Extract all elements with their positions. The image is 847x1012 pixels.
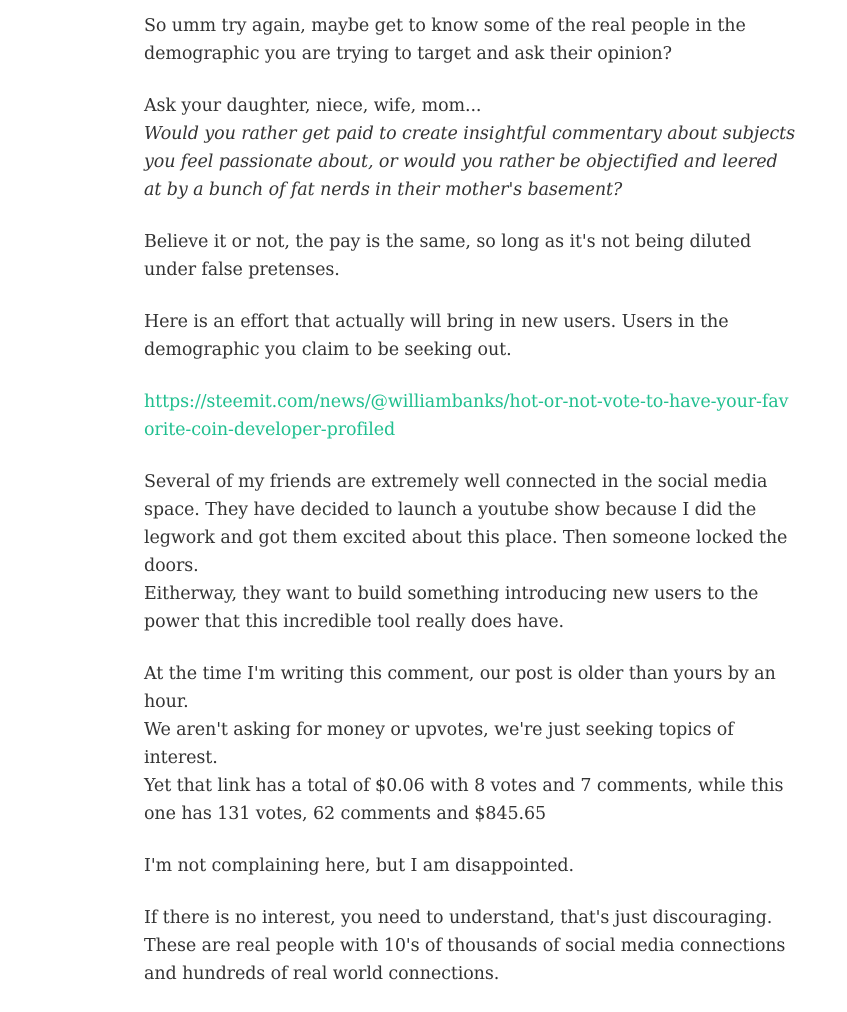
paragraph-2-line-1: Ask your daughter, niece, wife, mom... (144, 96, 482, 116)
comment-body (144, 12, 796, 1012)
paragraph-2 (144, 92, 796, 204)
steemit-post-link[interactable]: https://steemit.com/news/@williambanks/hot-or-not-vote-to-have-your-favorite-coin-developer-profiled (144, 392, 789, 440)
paragraph-3: Believe it or not, the pay is the same, so long as it's not being diluted under false pretenses. (144, 232, 752, 280)
link-paragraph (144, 388, 796, 444)
paragraph-8-line-2: These are real people with 10's of thousands of social media connections and hundreds of real world connections. (144, 936, 786, 984)
paragraph-5-line-2: Eitherway, they want to build something introducing new users to the power that this incredible tool really does have. (144, 584, 759, 632)
paragraph-7: I'm not complaining here, but I am disappointed. (144, 856, 574, 876)
paragraph-8 (144, 904, 796, 988)
paragraph-6 (144, 660, 796, 828)
paragraph-2-quote: Would you rather get paid to create insightful commentary about subjects you feel passionate about, or would you rather be objectified and leered at by a bunch of fat nerds in their mother's basement? (144, 124, 795, 200)
paragraph-1: So umm try again, maybe get to know some of the real people in the demographic you are trying to target and ask their opinion? (144, 16, 746, 64)
paragraph-4: Here is an effort that actually will bring in new users. Users in the demographic you claim to be seeking out. (144, 312, 729, 360)
paragraph-8-line-1: If there is no interest, you need to understand, that's just discouraging. (144, 908, 773, 928)
paragraph-6-line-3: Yet that link has a total of $0.06 with 8 votes and 7 comments, while this one has 131 votes, 62 comments and $845.65 (144, 776, 784, 824)
paragraph-5-line-1: Several of my friends are extremely well connected in the social media space. They have decided to launch a youtube show because I did the legwork and got them excited about this place. Then someone locked the doors. (144, 472, 788, 576)
paragraph-6-line-2: We aren't asking for money or upvotes, we're just seeking topics of interest. (144, 720, 734, 768)
paragraph-6-line-1: At the time I'm writing this comment, our post is older than yours by an hour. (144, 664, 776, 712)
paragraph-5 (144, 468, 796, 636)
